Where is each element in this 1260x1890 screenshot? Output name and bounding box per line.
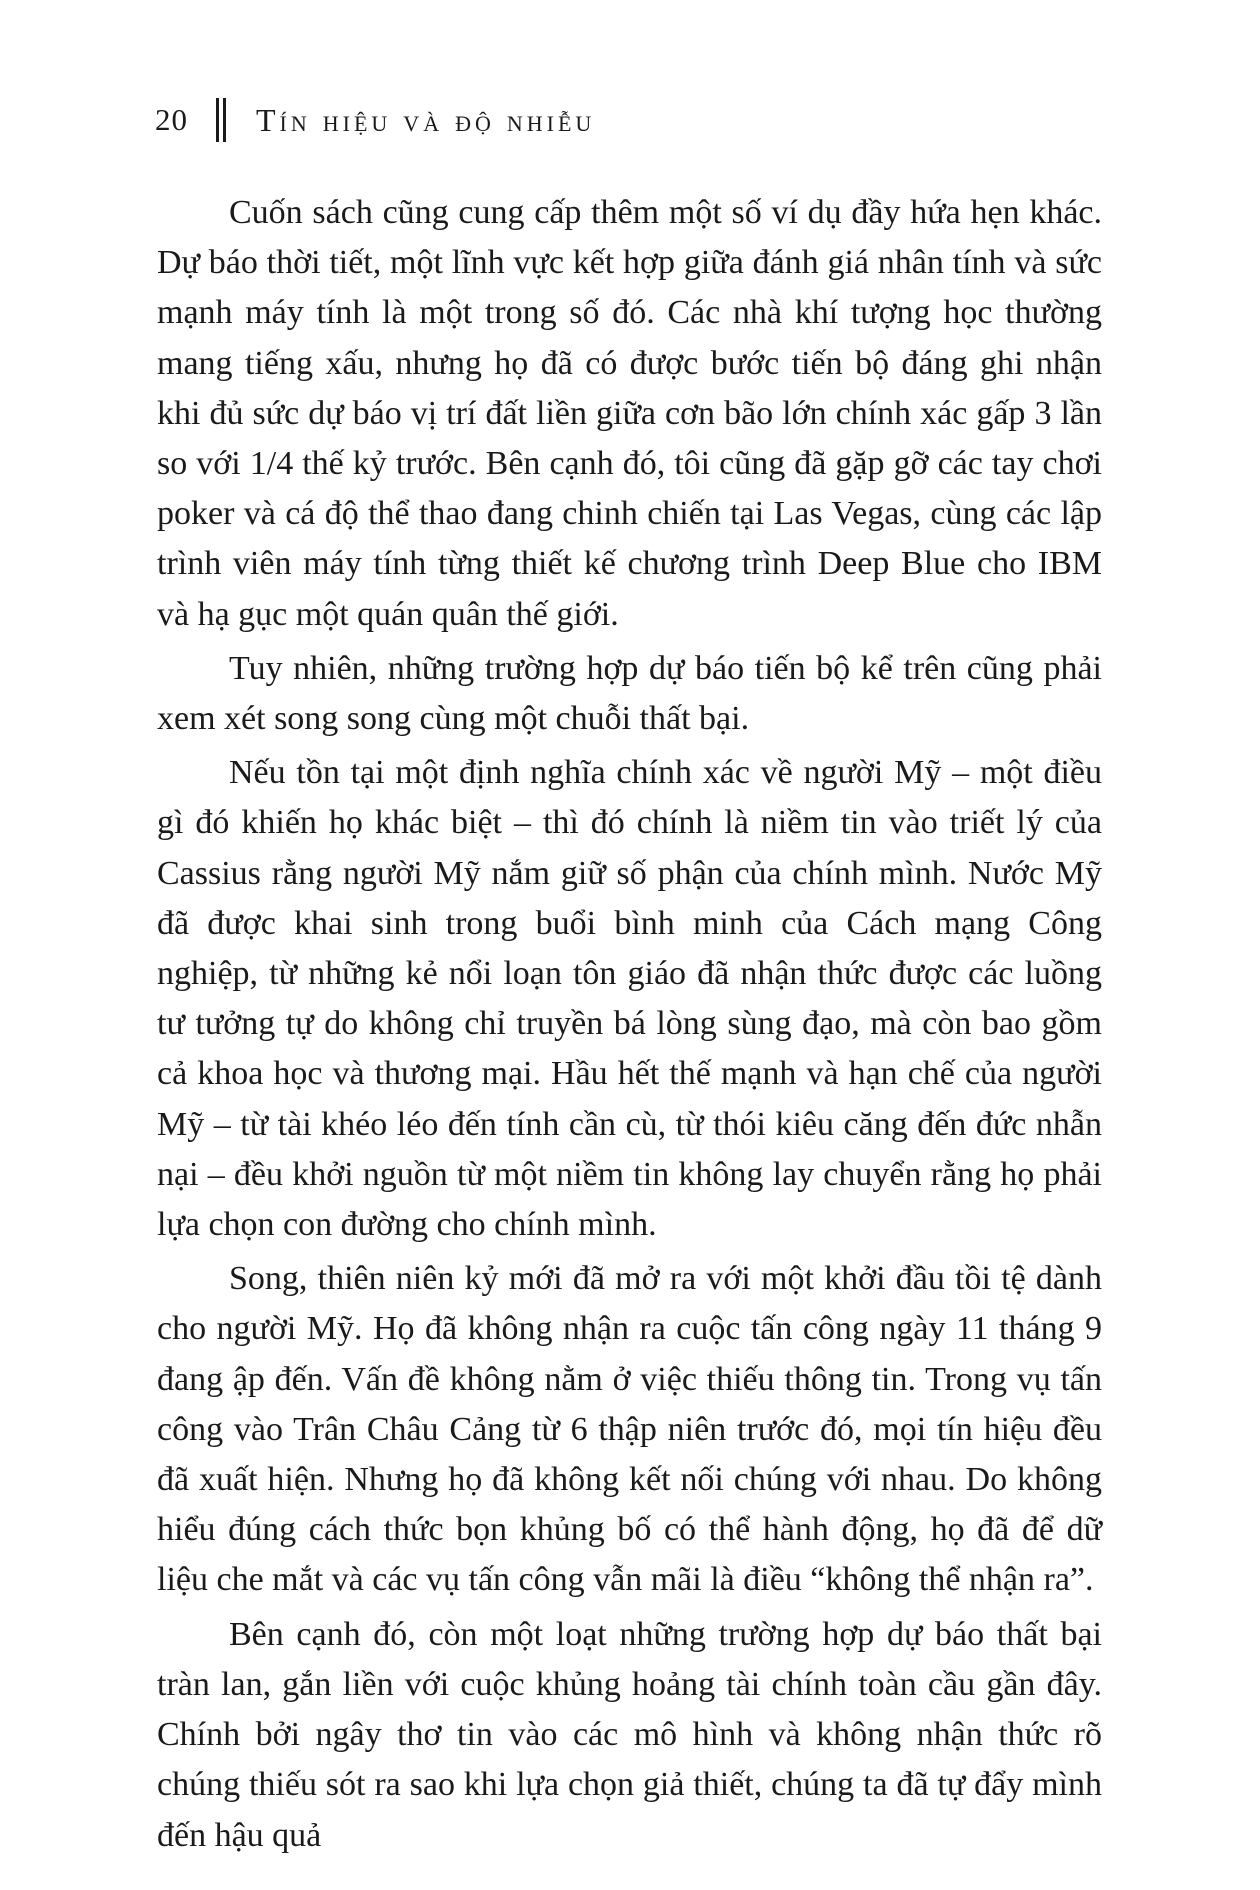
page-number: 20 bbox=[155, 102, 188, 137]
running-head bbox=[155, 96, 595, 144]
book-title: Tín hiệu và độ nhiễu bbox=[256, 101, 596, 138]
paragraph-4: Song, thiên niên kỷ mới đã mở ra với một khởi đầu tồi tệ dành cho người Mỹ. Họ đã không nhận ra cuộc tấn công ngày 11 tháng 9 đang ập đến. Vấn đề không nằm ở việc thiếu thông tin. Trong vụ tấn công vào Trân Châu Cảng từ 6 thập niên trước đó, mọi tín hiệu đều đã xuất hiện. Nhưng họ đã không kết nối chúng với nhau. Do không hiểu đúng cách thức bọn khủng bố có thể hành động, họ đã để dữ liệu che mắt và các vụ tấn công vẫn mãi là điều “không thể nhận ra”. bbox=[157, 1260, 1102, 1599]
body-text bbox=[157, 188, 1102, 1861]
paragraph-1: Cuốn sách cũng cung cấp thêm một số ví dụ đầy hứa hẹn khác. Dự báo thời tiết, một lĩnh vực kết hợp giữa đánh giá nhân tính và sức mạnh máy tính là một trong số đó. Các nhà khí tượng học thường mang tiếng xấu, nhưng họ đã có được bước tiến bộ đáng ghi nhận khi đủ sức dự báo vị trí đất liền giữa cơn bão lớn chính xác gấp 3 lần so với 1/4 thế kỷ trước. Bên cạnh đó, tôi cũng đã gặp gỡ các tay chơi poker và cá độ thể thao đang chinh chiến tại Las Vegas, cùng các lập trình viên máy tính từng thiết kế chương trình Deep Blue cho IBM và hạ gục một quán quân thế giới. bbox=[157, 194, 1102, 633]
paragraph-5: Bên cạnh đó, còn một loạt những trường hợp dự báo thất bại tràn lan, gắn liền với cuộc khủng hoảng tài chính toàn cầu gần đây. Chính bởi ngây thơ tin vào các mô hình và không nhận thức rõ chúng thiếu sót ra sao khi lựa chọn giả thiết, chúng ta đã tự đẩy mình đến hậu quả bbox=[157, 1615, 1102, 1854]
header-divider bbox=[216, 98, 226, 142]
paragraph-3: Nếu tồn tại một định nghĩa chính xác về người Mỹ – một điều gì đó khiến họ khác biệt – thì đó chính là niềm tin vào triết lý của Cassius rằng người Mỹ nắm giữ số phận của chính mình. Nước Mỹ đã được khai sinh trong buổi bình minh của Cách mạng Công nghiệp, từ những kẻ nổi loạn tôn giáo đã nhận thức được các luồng tư tưởng tự do không chỉ truyền bá lòng sùng đạo, mà còn bao gồm cả khoa học và thương mại. Hầu hết thế mạnh và hạn chế của người Mỹ – từ tài khéo léo đến tính cần cù, từ thói kiêu căng đến đức nhẫn nại – đều khởi nguồn từ một niềm tin không lay chuyển rằng họ phải lựa chọn con đường cho chính mình. bbox=[157, 754, 1102, 1244]
paragraph-2: Tuy nhiên, những trường hợp dự báo tiến bộ kể trên cũng phải xem xét song song cùng một chuỗi thất bại. bbox=[157, 649, 1102, 738]
